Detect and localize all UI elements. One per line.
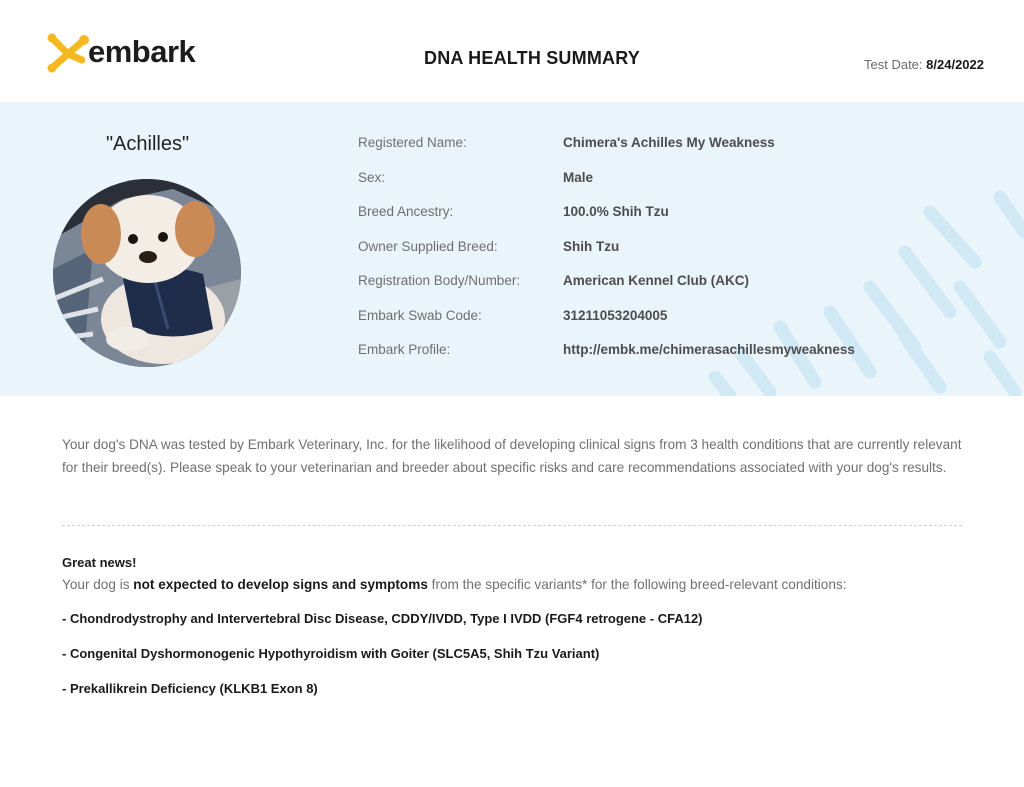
field-value: American Kennel Club (AKC) [563,273,750,288]
dog-name: "Achilles" [105,133,190,155]
brand-name: embark [88,34,196,69]
field-value: Shih Tzu [563,238,620,254]
lead-text-after: from the specific variants* for the following breed-relevant conditions: [427,577,847,592]
field-label: Embark Profile: [358,342,451,357]
field-value: 100.0% Shih Tzu [563,204,669,219]
field-value: Chimera's Achilles My Weakness [563,135,775,150]
condition-item: - Congenital Dyshormonogenic Hypothyroidism with Goiter (SLC5A5, Shih Tzu Variant) [62,646,600,661]
field-label: Breed Ancestry: [358,204,454,219]
dog-photo [53,179,241,367]
lead-text-before: Your dog is [62,577,134,592]
field-value: 31211053204005 [563,307,668,323]
test-date [864,57,984,72]
field-label: Embark Swab Code: [358,307,482,323]
field-label: Owner Supplied Breed: [358,238,498,254]
test-date-label: Test Date: [864,57,923,72]
condition-item: - Chondrodystrophy and Intervertebral Disc Disease, CDDY/IVDD, Type I IVDD (FGF4 retrogene - CFA12) [62,611,703,626]
field-label: Registered Name: [358,135,467,150]
profile-link[interactable]: http://embk.me/chimerasachillesmyweakness [563,342,855,357]
condition-item: - Prekallikrein Deficiency (KLKB1 Exon 8) [62,681,318,696]
page-title: DNA HEALTH SUMMARY [424,48,640,68]
field-label: Sex: [358,169,386,185]
field-label: Registration Body/Number: [358,273,521,288]
field-value: Male [563,169,594,185]
lead-text-bold: not expected to develop signs and symptoms [133,577,428,592]
test-date-value: 8/24/2022 [926,57,984,72]
intro-paragraph: Your dog's DNA was tested by Embark Veterinary, Inc. for the likelihood of developing clinical signs from 3 health conditions that are currently relevant for their breed(s). Please speak to your veterinarian and breeder about specific risks and care recommendations associated with your dog's results. [62,437,962,475]
results-lead [62,577,846,592]
section-divider [62,525,962,526]
profile-band [0,102,1024,396]
report-header [0,0,1024,102]
results-headline: Great news! [62,555,137,570]
